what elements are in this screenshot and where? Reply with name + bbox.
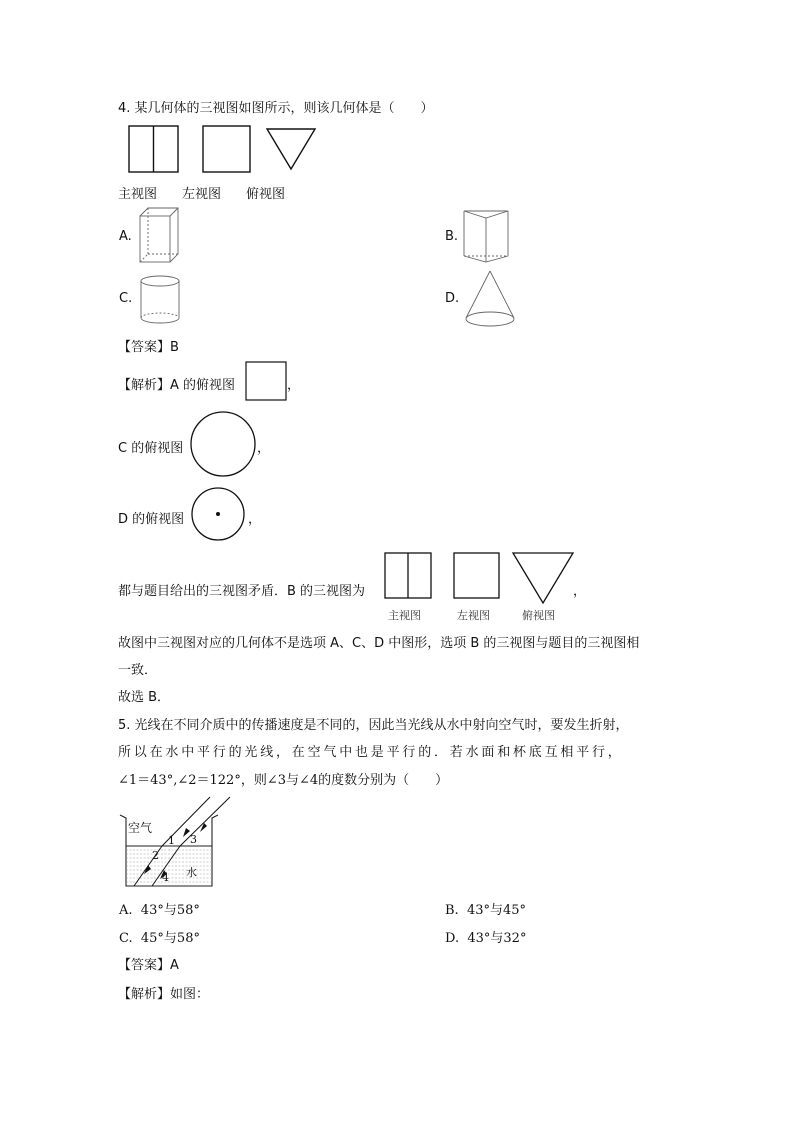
q5-option-b-text: 43°与45°	[466, 903, 527, 918]
comma-3: ，	[248, 512, 262, 527]
comma-4: ，	[573, 584, 587, 599]
figure-water-label: 水	[186, 866, 197, 879]
q5-answer: 【答案】A	[118, 958, 179, 973]
q5-option-c-text: 45°与58°	[140, 931, 200, 946]
q5-option-c-letter: C.	[119, 931, 133, 946]
angle-1-label: 1	[168, 834, 175, 847]
top-view-label: 俯视图	[246, 187, 286, 202]
side-view-label: 左视图	[182, 187, 222, 202]
option-b-letter: B.	[445, 229, 459, 244]
q5-option-c	[119, 927, 200, 946]
q5-analysis: 【解析】如图：	[118, 987, 210, 1002]
q5-option-d-text: 43°与32°	[467, 931, 527, 946]
figure-air-label: 空气	[128, 821, 153, 835]
q5-option-a-letter: A.	[119, 903, 133, 918]
q5-option-a	[119, 899, 200, 918]
q4-answer: 【答案】B	[118, 340, 179, 355]
option-d-letter: D.	[445, 291, 460, 306]
q4-conclusion-line1: 故图中三视图对应的几何体不是选项 A、C、D 中图形，选项 B 的三视图与题目的三视图相	[118, 636, 640, 651]
angle-2-label: 2	[152, 849, 159, 862]
q5-option-a-text: 43°与58°	[140, 903, 200, 918]
front-view-label: 主视图	[118, 187, 158, 202]
q4-analysis-c: C 的俯视图	[118, 441, 184, 456]
q5-option-d	[445, 927, 526, 946]
q5-option-d-letter: D.	[445, 931, 460, 946]
angle-4-label: 4	[162, 871, 169, 884]
q5-line3: ∠1＝43°,∠2＝122°，则∠3与∠4的度数分别为（ ）	[118, 773, 449, 788]
q5-line2: 所以在水中平行的光线，在空气中也是平行的．若水面和杯底互相平行，	[118, 745, 624, 760]
q5-option-b-letter: B.	[445, 903, 459, 918]
q5-option-b	[445, 899, 526, 918]
angle-3-label: 3	[190, 833, 197, 846]
b-top-label: 俯视图	[522, 609, 555, 622]
b-side-label: 左视图	[457, 609, 490, 622]
q4-choose: 故选 B．	[118, 690, 171, 705]
comma-2: ，	[257, 441, 271, 456]
q4-conclusion-line2: 一致．	[118, 663, 158, 678]
comma-1: ，	[287, 378, 301, 393]
option-c-letter: C.	[119, 291, 133, 306]
q4-analysis-a: 【解析】A 的俯视图	[118, 378, 236, 393]
q5-line1: 5. 光线在不同介质中的传播速度是不同的，因此当光线从水中射向空气时，要发生折射，	[118, 718, 629, 733]
option-a-letter: A.	[119, 229, 132, 244]
q4-analysis-d: D 的俯视图	[118, 512, 185, 527]
q4-stem: 4. 某几何体的三视图如图所示，则该几何体是（ ）	[118, 101, 434, 116]
b-front-label: 主视图	[388, 609, 421, 622]
q4-contradiction: 都与题目给出的三视图矛盾．B 的三视图为	[118, 584, 366, 599]
